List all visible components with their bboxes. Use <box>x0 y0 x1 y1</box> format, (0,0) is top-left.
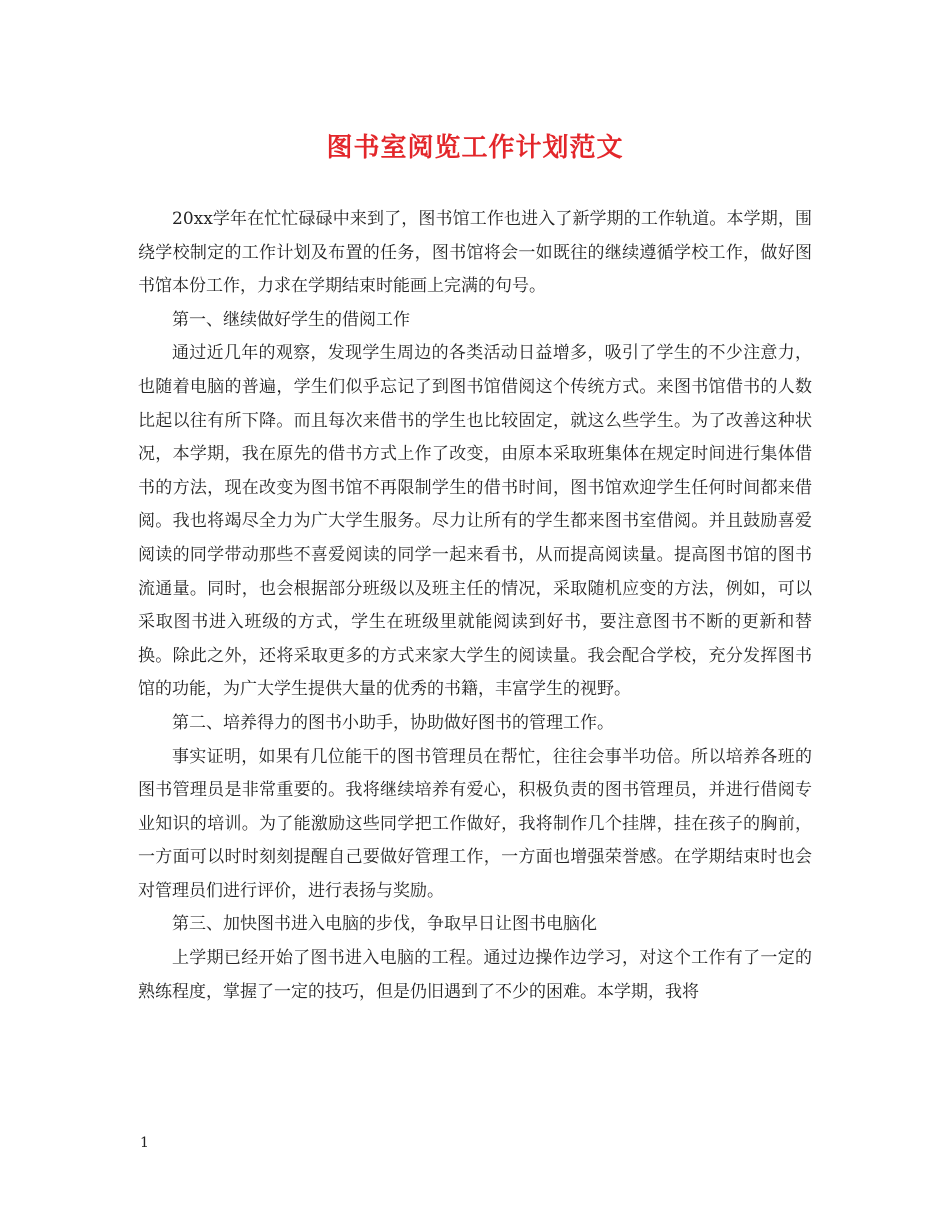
document-title: 图书室阅览工作计划范文 <box>326 133 624 163</box>
section-heading-3: 第三、加快图书进入电脑的步伐，争取早日让图书电脑化 <box>172 914 597 935</box>
paragraph-intro: 20xx学年在忙忙碌碌中来到了，图书馆工作也进入了新学期的工作轨道。本学期，围绕学校制定的工作计划及布置的任务，图书馆将会一如既往的继续遵循学校工作，做好图书馆本份工作，力求在学期结束时能画上完满的句号。 <box>138 209 812 297</box>
section-heading-1: 第一、继续做好学生的借阅工作 <box>172 309 410 330</box>
document-body <box>138 203 812 1009</box>
section-heading-2: 第二、培养得力的图书小助手，协助做好图书的管理工作。 <box>172 712 614 733</box>
paragraph-section-3: 上学期已经开始了图书进入电脑的工程。通过边操作边学习，对这个工作有了一定的熟练程度，掌握了一定的技巧，但是仍旧遇到了不少的困难。本学期，我将 <box>138 948 812 1002</box>
page-number: 1 <box>140 1135 149 1151</box>
paragraph-section-1: 通过近几年的观察，发现学生周边的各类活动日益增多，吸引了学生的不少注意力，也随着电脑的普遍，学生们似乎忘记了到图书馆借阅这个传统方式。来图书馆借书的人数比起以往有所下降。而且每次来借书的学生也比较固定，就这么些学生。为了改善这种状况，本学期，我在原先的借书方式上作了改变，由原本采取班集体在规定时间进行集体借书的方法，现在改变为图书馆不再限制学生的借书时间，图书馆欢迎学生任何时间都来借阅。我也将竭尽全力为广大学生服务。尽力让所有的学生都来图书室借阅。并且鼓励喜爱阅读的同学带动那些不喜爱阅读的同学一起来看书，从而提高阅读量。提高图书馆的图书流通量。同时，也会根据部分班级以及班主任的情况，采取随机应变的方法，例如，可以采取图书进入班级的方式，学生在班级里就能阅读到好书，要注意图书不断的更新和替换。除此之外，还将采取更多的方式来家大学生的阅读量。我会配合学校，充分发挥图书馆的功能，为广大学生提供大量的优秀的书籍，丰富学生的视野。 <box>138 343 812 700</box>
paragraph-section-2: 事实证明，如果有几位能干的图书管理员在帮忙，往往会事半功倍。所以培养各班的图书管理员是非常重要的。我将继续培养有爱心，积极负责的图书管理员，并进行借阅专业知识的培训。为了能激励这些同学把工作做好，我将制作几个挂牌，挂在孩子的胸前，一方面可以时时刻刻提醒自己要做好管理工作，一方面也增强荣誉感。在学期结束时也会对管理员们进行评价，进行表扬与奖励。 <box>138 746 812 901</box>
